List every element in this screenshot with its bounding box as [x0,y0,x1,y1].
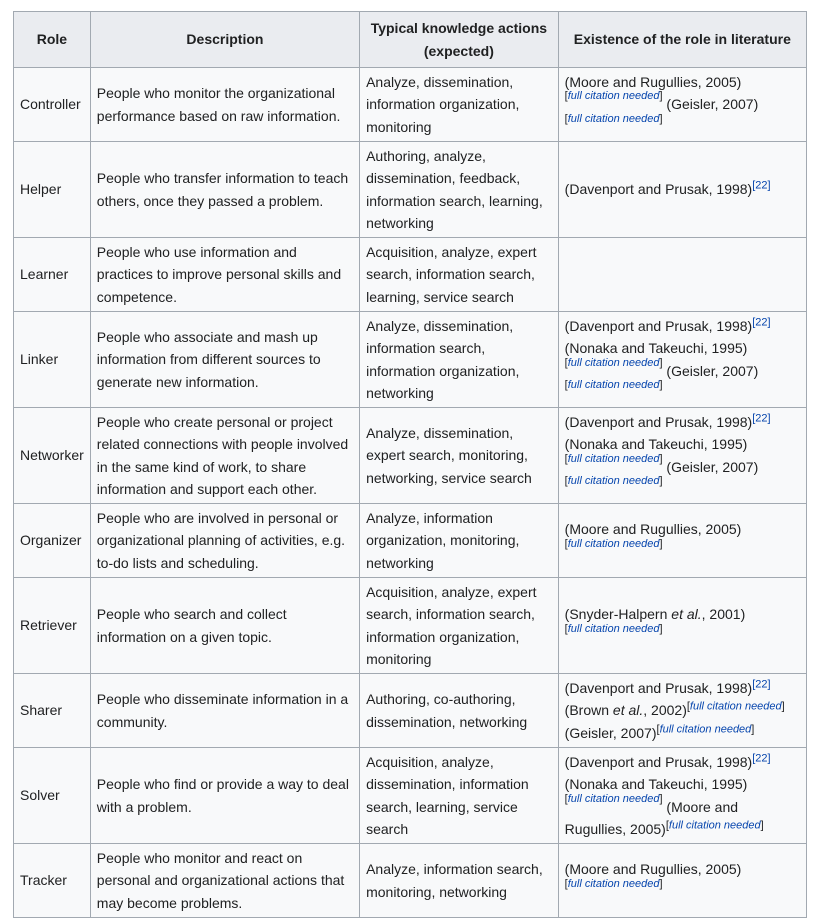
literature-cell [558,312,806,408]
full-citation-needed-link[interactable]: full citation needed [567,474,660,487]
full-citation-needed-link[interactable]: full citation needed [567,452,660,465]
header-row [14,12,807,68]
citation-text: (Nonaka and Takeuchi, 1995) [564,340,748,357]
citation-text: (Brown et al., 2002) [564,702,687,719]
full-citation-needed-tag: [full citation needed] [564,356,663,369]
actions-cell: Analyze, dissemination, information organization, monitoring [360,68,559,142]
full-citation-needed-tag: [full citation needed] [564,452,663,465]
full-citation-needed-tag: [full citation needed] [686,700,785,713]
table-row [14,68,807,142]
description-cell: People who use information and practices to improve personal skills and competence. [90,238,359,312]
actions-cell: Authoring, analyze, dissemination, feedback, information search, learning, networking [360,142,559,238]
actions-cell: Authoring, co-authoring, dissemination, networking [360,674,559,748]
description-cell: People who transfer information to teach others, once they passed a problem. [90,142,359,238]
reference-sup [752,316,770,328]
table-row [14,504,807,578]
table-row [14,578,807,674]
full-citation-needed-link[interactable]: full citation needed [567,792,660,805]
description-cell: People who search and collect information on a given topic. [90,578,359,674]
literature-cell [558,844,806,918]
full-citation-needed-tag: [full citation needed] [564,537,663,550]
table-row [14,674,807,748]
full-citation-needed-tag: [full citation needed] [564,90,663,103]
citation-text: (Moore and Rugullies, 2005) [564,73,742,90]
literature-cell [558,504,806,578]
citation-text: (Davenport and Prusak, 1998) [564,753,753,770]
role-cell: Solver [14,748,91,844]
reference-link-22[interactable]: [22] [752,752,771,765]
citation-text: (Davenport and Prusak, 1998) [564,181,753,198]
role-cell: Helper [14,142,91,238]
citation-text: (Davenport and Prusak, 1998) [564,679,753,696]
reference-link-22[interactable]: [22] [752,678,771,691]
full-citation-needed-link[interactable]: full citation needed [567,622,660,635]
table-row [14,142,807,238]
citation-text: (Geisler, 2007) [666,362,759,379]
literature-cell [558,68,806,142]
actions-cell: Analyze, information search, monitoring, networking [360,844,559,918]
header-literature[interactable]: Existence of the role in literature [558,12,806,68]
citation-text: (Geisler, 2007) [666,96,759,113]
role-cell: Organizer [14,504,91,578]
full-citation-needed-link[interactable]: full citation needed [567,90,660,103]
full-citation-needed-link[interactable]: full citation needed [567,112,660,125]
table-row [14,844,807,918]
literature-cell [558,238,806,312]
actions-cell: Acquisition, analyze, dissemination, information search, learning, service search [360,748,559,844]
actions-cell: Acquisition, analyze, expert search, information search, learning, service search [360,238,559,312]
description-cell: People who disseminate information in a community. [90,674,359,748]
role-cell: Linker [14,312,91,408]
role-cell: Networker [14,408,91,504]
full-citation-needed-link[interactable]: full citation needed [567,356,660,369]
description-cell: People who find or provide a way to deal with a problem. [90,748,359,844]
citation-text: (Davenport and Prusak, 1998) [564,413,753,430]
header-description[interactable]: Description [90,12,359,68]
header-actions[interactable]: Typical knowledge actions (expected) [360,12,559,68]
full-citation-needed-tag: [full citation needed] [564,877,663,890]
role-cell: Tracker [14,844,91,918]
full-citation-needed-tag: [full citation needed] [665,819,764,832]
description-cell: People who associate and mash up information from different sources to generate new information. [90,312,359,408]
header-role[interactable]: Role [14,12,91,68]
knowledge-roles-table [13,11,807,918]
literature-cell [558,142,806,238]
full-citation-needed-link[interactable]: full citation needed [567,537,660,550]
citation-text: (Geisler, 2007) [666,458,759,475]
literature-cell [558,674,806,748]
full-citation-needed-tag: [full citation needed] [656,723,755,736]
full-citation-needed-link[interactable]: full citation needed [689,700,782,713]
actions-cell: Analyze, dissemination, expert search, monitoring, networking, service search [360,408,559,504]
full-citation-needed-tag: [full citation needed] [564,378,663,391]
reference-sup [752,412,770,424]
description-cell: People who monitor and react on personal and organizational actions that may become problems. [90,844,359,918]
full-citation-needed-tag: [full citation needed] [564,112,663,125]
full-citation-needed-tag: [full citation needed] [564,474,663,487]
table-row [14,238,807,312]
reference-sup [752,180,770,192]
full-citation-needed-link[interactable]: full citation needed [659,723,752,736]
literature-cell [558,408,806,504]
citation-text: (Moore and Rugullies, 2005) [564,798,739,837]
description-cell: People who monitor the organizational performance based on raw information. [90,68,359,142]
description-cell: People who create personal or project related connections with people involved in the same kind of work, to share information and support each other. [90,408,359,504]
role-cell: Controller [14,68,91,142]
reference-link-22[interactable]: [22] [752,179,771,192]
description-cell: People who are involved in personal or organizational planning of activities, e.g. to-do lists and scheduling. [90,504,359,578]
citation-text: (Snyder-Halpern et al., 2001) [564,606,746,623]
literature-cell [558,578,806,674]
role-cell: Retriever [14,578,91,674]
citation-text: (Moore and Rugullies, 2005) [564,521,742,538]
reference-link-22[interactable]: [22] [752,316,771,329]
full-citation-needed-tag: [full citation needed] [564,622,663,635]
literature-cell [558,748,806,844]
reference-link-22[interactable]: [22] [752,412,771,425]
full-citation-needed-tag: [full citation needed] [564,792,663,805]
full-citation-needed-link[interactable]: full citation needed [567,877,660,890]
table-row [14,748,807,844]
actions-cell: Analyze, information organization, monitoring, networking [360,504,559,578]
reference-sup [752,752,770,764]
role-cell: Learner [14,238,91,312]
table-row [14,408,807,504]
reference-sup [752,678,770,690]
role-cell: Sharer [14,674,91,748]
full-citation-needed-link[interactable]: full citation needed [668,819,761,832]
actions-cell: Analyze, dissemination, information search, information organization, networking [360,312,559,408]
citation-text: (Nonaka and Takeuchi, 1995) [564,436,748,453]
table-row [14,312,807,408]
citation-text: (Moore and Rugullies, 2005) [564,861,742,878]
citation-text: (Davenport and Prusak, 1998) [564,317,753,334]
citation-text: (Nonaka and Takeuchi, 1995) [564,776,748,793]
citation-text: (Geisler, 2007) [564,724,657,741]
actions-cell: Acquisition, analyze, expert search, information search, information organization, monitoring [360,578,559,674]
full-citation-needed-link[interactable]: full citation needed [567,378,660,391]
